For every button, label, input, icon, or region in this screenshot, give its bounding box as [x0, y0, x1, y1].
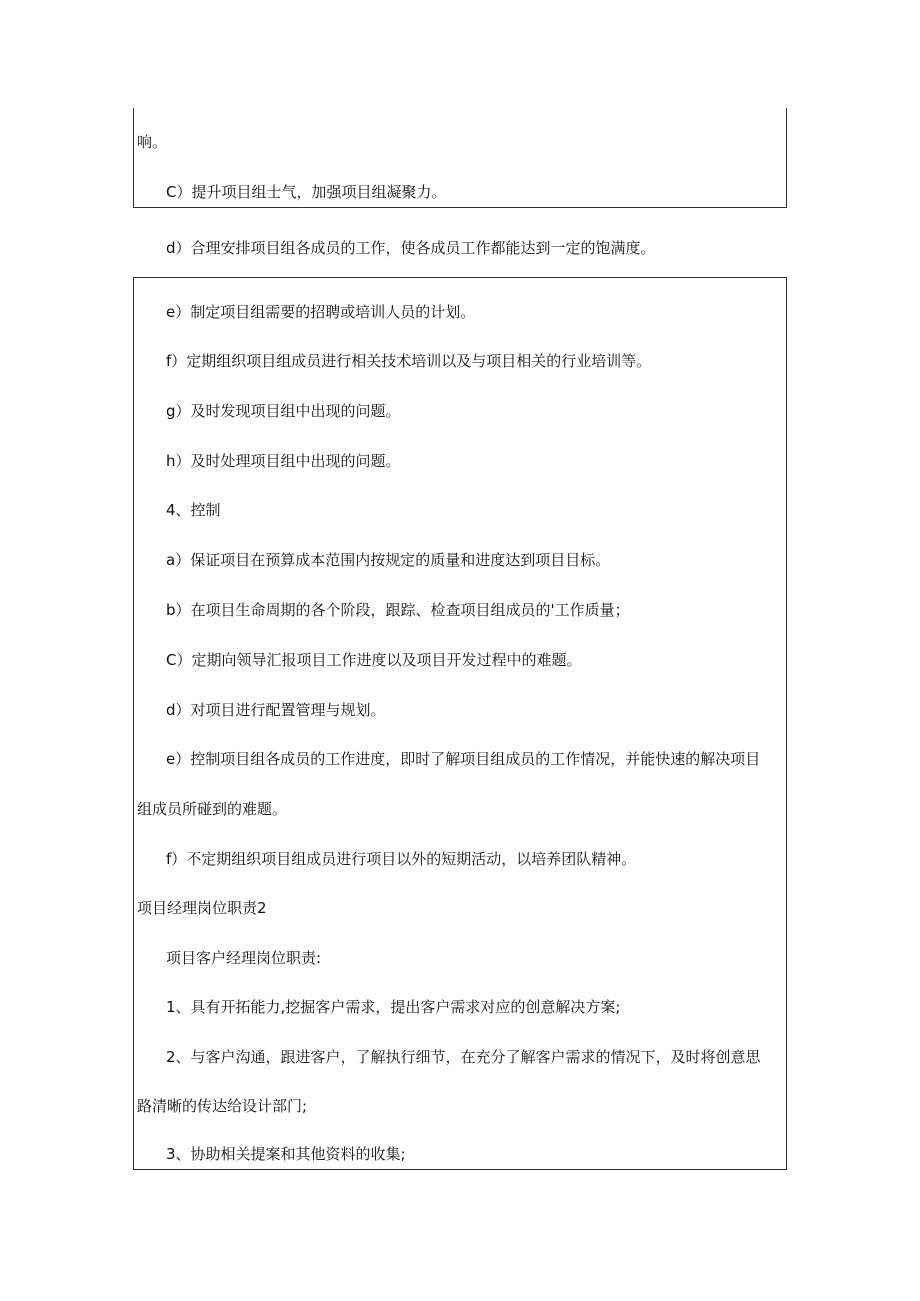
- text-line: b）在项目生命周期的各个阶段，跟踪、检查项目组成员的'工作质量；: [166, 601, 630, 619]
- text-line: a）保证项目在预算成本范围内按规定的质量和进度达到项目目标。: [166, 551, 611, 569]
- text-line: 3、协助相关提案和其他资料的收集;: [166, 1145, 406, 1163]
- section-heading: 4、控制: [166, 501, 221, 519]
- text-line: 组成员所碰到的难题。: [137, 800, 288, 818]
- text-line: f）不定期组织项目组成员进行项目以外的短期活动，以培养团队精神。: [166, 850, 637, 868]
- text-line: d）对项目进行配置管理与规划。: [166, 701, 386, 719]
- text-line: 项目客户经理岗位职责:: [166, 949, 322, 967]
- text-line: h）及时处理项目组中出现的问题。: [166, 452, 401, 470]
- text-line: f）定期组织项目组成员进行相关技术培训以及与项目相关的行业培训等。: [166, 352, 652, 370]
- text-line: C）提升项目组士气，加强项目组凝聚力。: [166, 183, 447, 201]
- text-line: C）定期向领导汇报项目工作进度以及项目开发过程中的难题。: [166, 651, 582, 669]
- text-line: e）控制项目组各成员的工作进度，即时了解项目组成员的工作情况，并能快速的解决项目: [166, 750, 761, 768]
- text-line: e）制定项目组需要的招聘或培训人员的计划。: [166, 303, 476, 321]
- text-line: 1、具有开拓能力,挖掘客户需求，提出客户需求对应的创意解决方案;: [166, 998, 621, 1016]
- text-line: 2、与客户沟通，跟进客户，了解执行细节，在充分了解客户需求的情况下，及时将创意思: [166, 1048, 761, 1066]
- section-title: 项目经理岗位职责2: [137, 899, 267, 917]
- text-line: 响。: [137, 133, 168, 151]
- text-line: 路清晰的传达给设计部门;: [137, 1097, 308, 1115]
- text-line: g）及时发现项目组中出现的问题。: [166, 402, 401, 420]
- text-line: d）合理安排项目组各成员的工作，使各成员工作都能达到一定的饱满度。: [166, 239, 656, 257]
